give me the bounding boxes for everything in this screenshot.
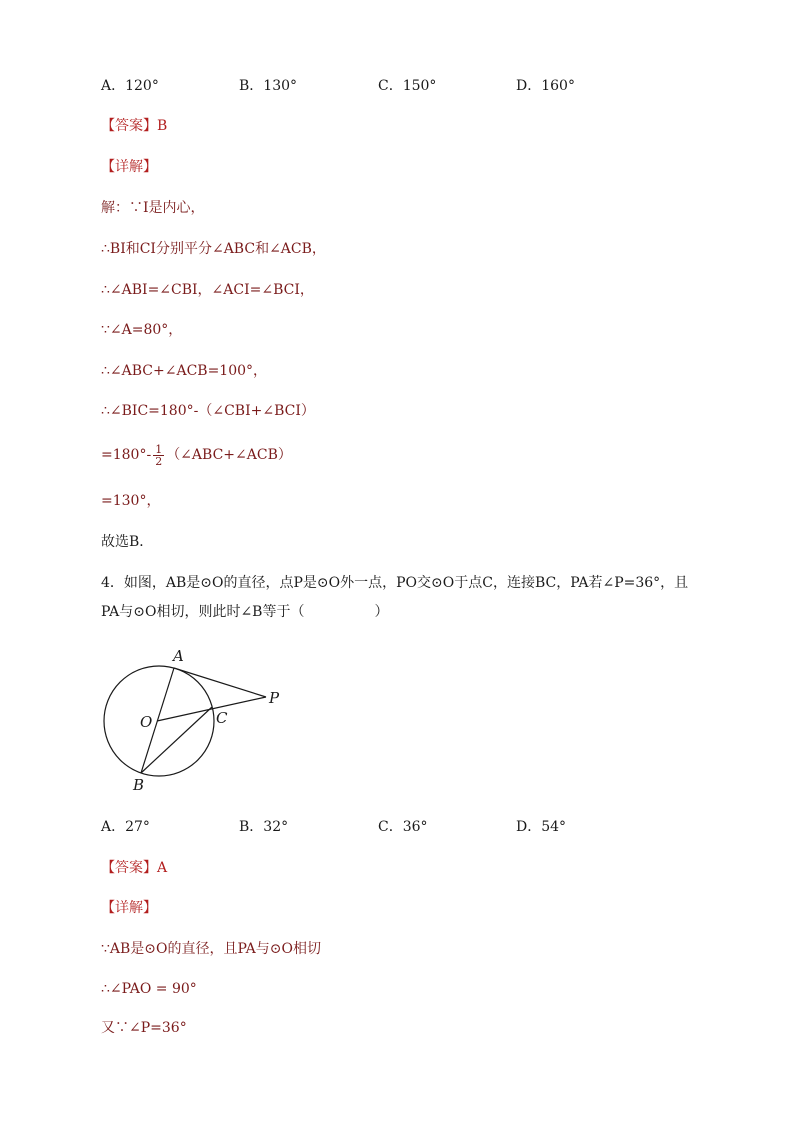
- q4-option-c: C．36°: [378, 819, 428, 835]
- q4-step-2: ∴∠PAO = 90°: [101, 981, 197, 997]
- q4-option-b: B．32°: [239, 819, 289, 835]
- q3-step-9: 故选B．: [101, 534, 154, 550]
- q4-stem-line-1: 4．如图，AB是⊙O的直径，点P是⊙O外一点，PO交⊙O于点C，连接BC，PA若∠P=36°，且: [101, 575, 689, 591]
- label-a: A: [173, 647, 184, 665]
- q3-step-6: ∴∠BIC=180°-（∠CBI+∠BCI）: [101, 403, 315, 419]
- q3-step-5: ∴∠ABC+∠ACB=100°，: [101, 363, 268, 379]
- answer-tag: 【答案】: [101, 860, 157, 876]
- label-b: B: [133, 776, 145, 794]
- q4-step-1: ∵AB是⊙O的直径，且PA与⊙O相切: [101, 941, 321, 957]
- q4-stem-line-2-text: PA与⊙O相切，则此时∠B等于（: [101, 604, 305, 620]
- q3-option-b: B．130°: [239, 78, 298, 94]
- answer-tag: 【答案】: [101, 118, 157, 134]
- q3-step-8: =130°，: [101, 493, 161, 509]
- fraction-numerator: 1: [155, 442, 163, 456]
- q4-stem-line-2-close: ）: [374, 604, 389, 620]
- fraction-denominator: 2: [155, 454, 163, 468]
- tangent-pa: [174, 668, 266, 697]
- q3-step-7-pre: =180°-: [101, 447, 152, 463]
- answer-value: A: [157, 860, 168, 876]
- segment-po: [157, 697, 266, 721]
- label-p: P: [269, 689, 280, 707]
- q4-step-3: 又∵∠P=36°: [101, 1020, 187, 1036]
- q3-step-7: [101, 442, 292, 468]
- q4-option-a: A．27°: [101, 819, 150, 835]
- q3-step-4: ∵∠A=80°，: [101, 322, 183, 338]
- label-o: O: [140, 713, 153, 731]
- q4-stem-line-2: [101, 603, 388, 621]
- q3-detail-tag: 【详解】: [101, 159, 157, 175]
- q3-step-2: ∴BI和CI分别平分∠ABC和∠ACB，: [101, 241, 326, 257]
- q3-step-7-post: （∠ABC+∠ACB）: [166, 447, 292, 463]
- q3-step-3: ∴∠ABI=∠CBI，∠ACI=∠BCI，: [101, 282, 314, 298]
- label-c: C: [216, 709, 228, 727]
- geometry-figure: [96, 642, 296, 797]
- q4-detail-tag: 【详解】: [101, 900, 157, 916]
- answer-value: B: [157, 118, 168, 134]
- q3-option-c: C．150°: [378, 78, 437, 94]
- q4-answer: [101, 859, 167, 877]
- q3-step-1: 解：∵I是内心，: [101, 200, 205, 216]
- q4-option-d: D．54°: [516, 819, 567, 835]
- q3-answer: [101, 117, 167, 135]
- fraction: [153, 444, 164, 467]
- q3-option-a: A．120°: [101, 78, 159, 94]
- q3-option-d: D．160°: [516, 78, 575, 94]
